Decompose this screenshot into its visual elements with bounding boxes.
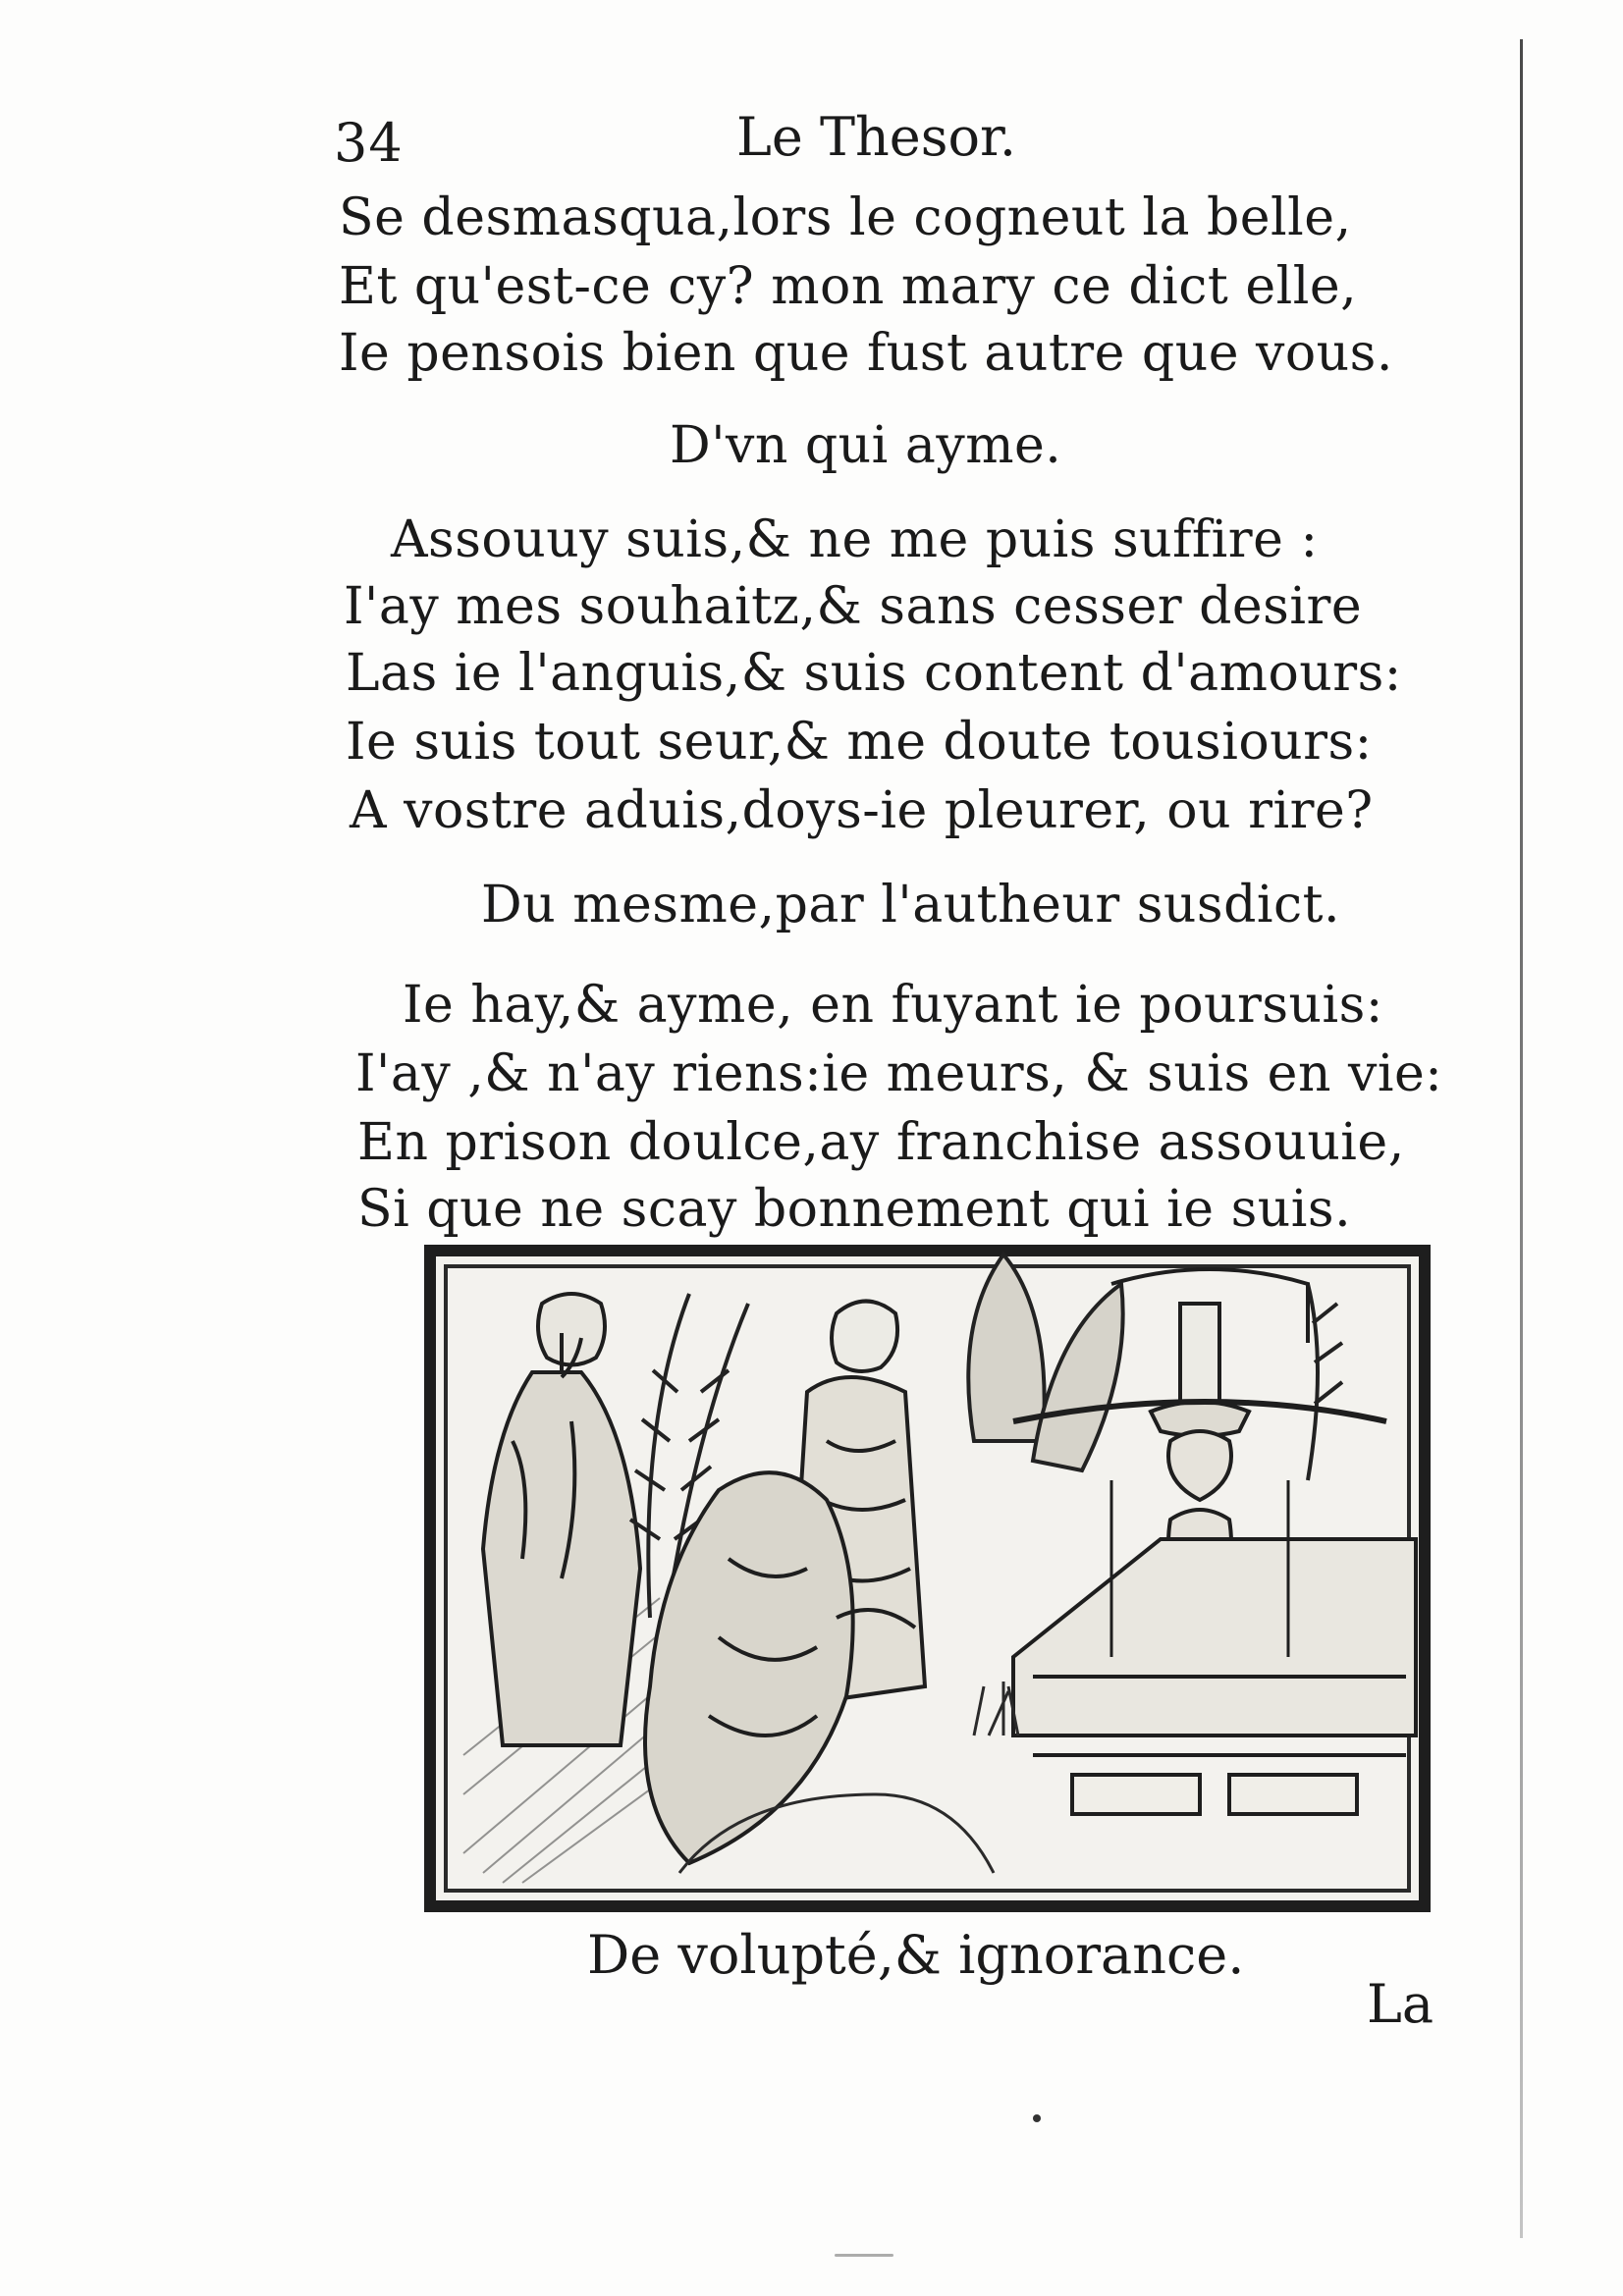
- verse-line: I'ay ,& n'ay riens:ie meurs, & suis en vie:: [355, 1044, 1443, 1103]
- verse-line: En prison doulce,ay franchise assouuie,: [357, 1113, 1405, 1172]
- poem-title: Du mesme,par l'autheur susdict.: [481, 876, 1341, 934]
- verse-line: I'ay mes souhaitz,& sans cesser desire: [344, 577, 1363, 636]
- page-edge-shadow: [1520, 39, 1523, 2238]
- ink-speck: [835, 2254, 893, 2257]
- verse-line: Ie pensois bien que fust autre que vous.: [339, 324, 1393, 383]
- verse-line: A vostre aduis,doys-ie pleurer, ou rire?: [350, 781, 1374, 840]
- verse-line: Se desmasqua,lors le cogneut la belle,: [339, 188, 1352, 247]
- catchword: La: [1367, 1973, 1434, 2035]
- illustration-caption: De volupté,& ignorance.: [587, 1924, 1245, 1986]
- ink-speck: [1033, 2114, 1041, 2122]
- page-header: [334, 106, 1316, 185]
- verse-line: Ie suis tout seur,& me doute tousiours:: [346, 713, 1373, 772]
- verse-line: Assouuy suis,& ne me puis suffire :: [391, 510, 1319, 569]
- verse-line: Las ie l'anguis,& suis content d'amours:: [346, 644, 1402, 703]
- verse-line: Et qu'est-ce cy? mon mary ce dict elle,: [339, 257, 1358, 316]
- poem-title: D'vn qui ayme.: [670, 416, 1062, 475]
- woodcut-illustration: [424, 1245, 1431, 1912]
- verse-line: Ie hay,& ayme, en fuyant ie poursuis:: [403, 976, 1383, 1035]
- running-head: Le Thesor.: [736, 106, 1017, 168]
- verse-line: Si que ne scay bonnement qui ie suis.: [357, 1180, 1352, 1239]
- page-number: 34: [334, 112, 404, 174]
